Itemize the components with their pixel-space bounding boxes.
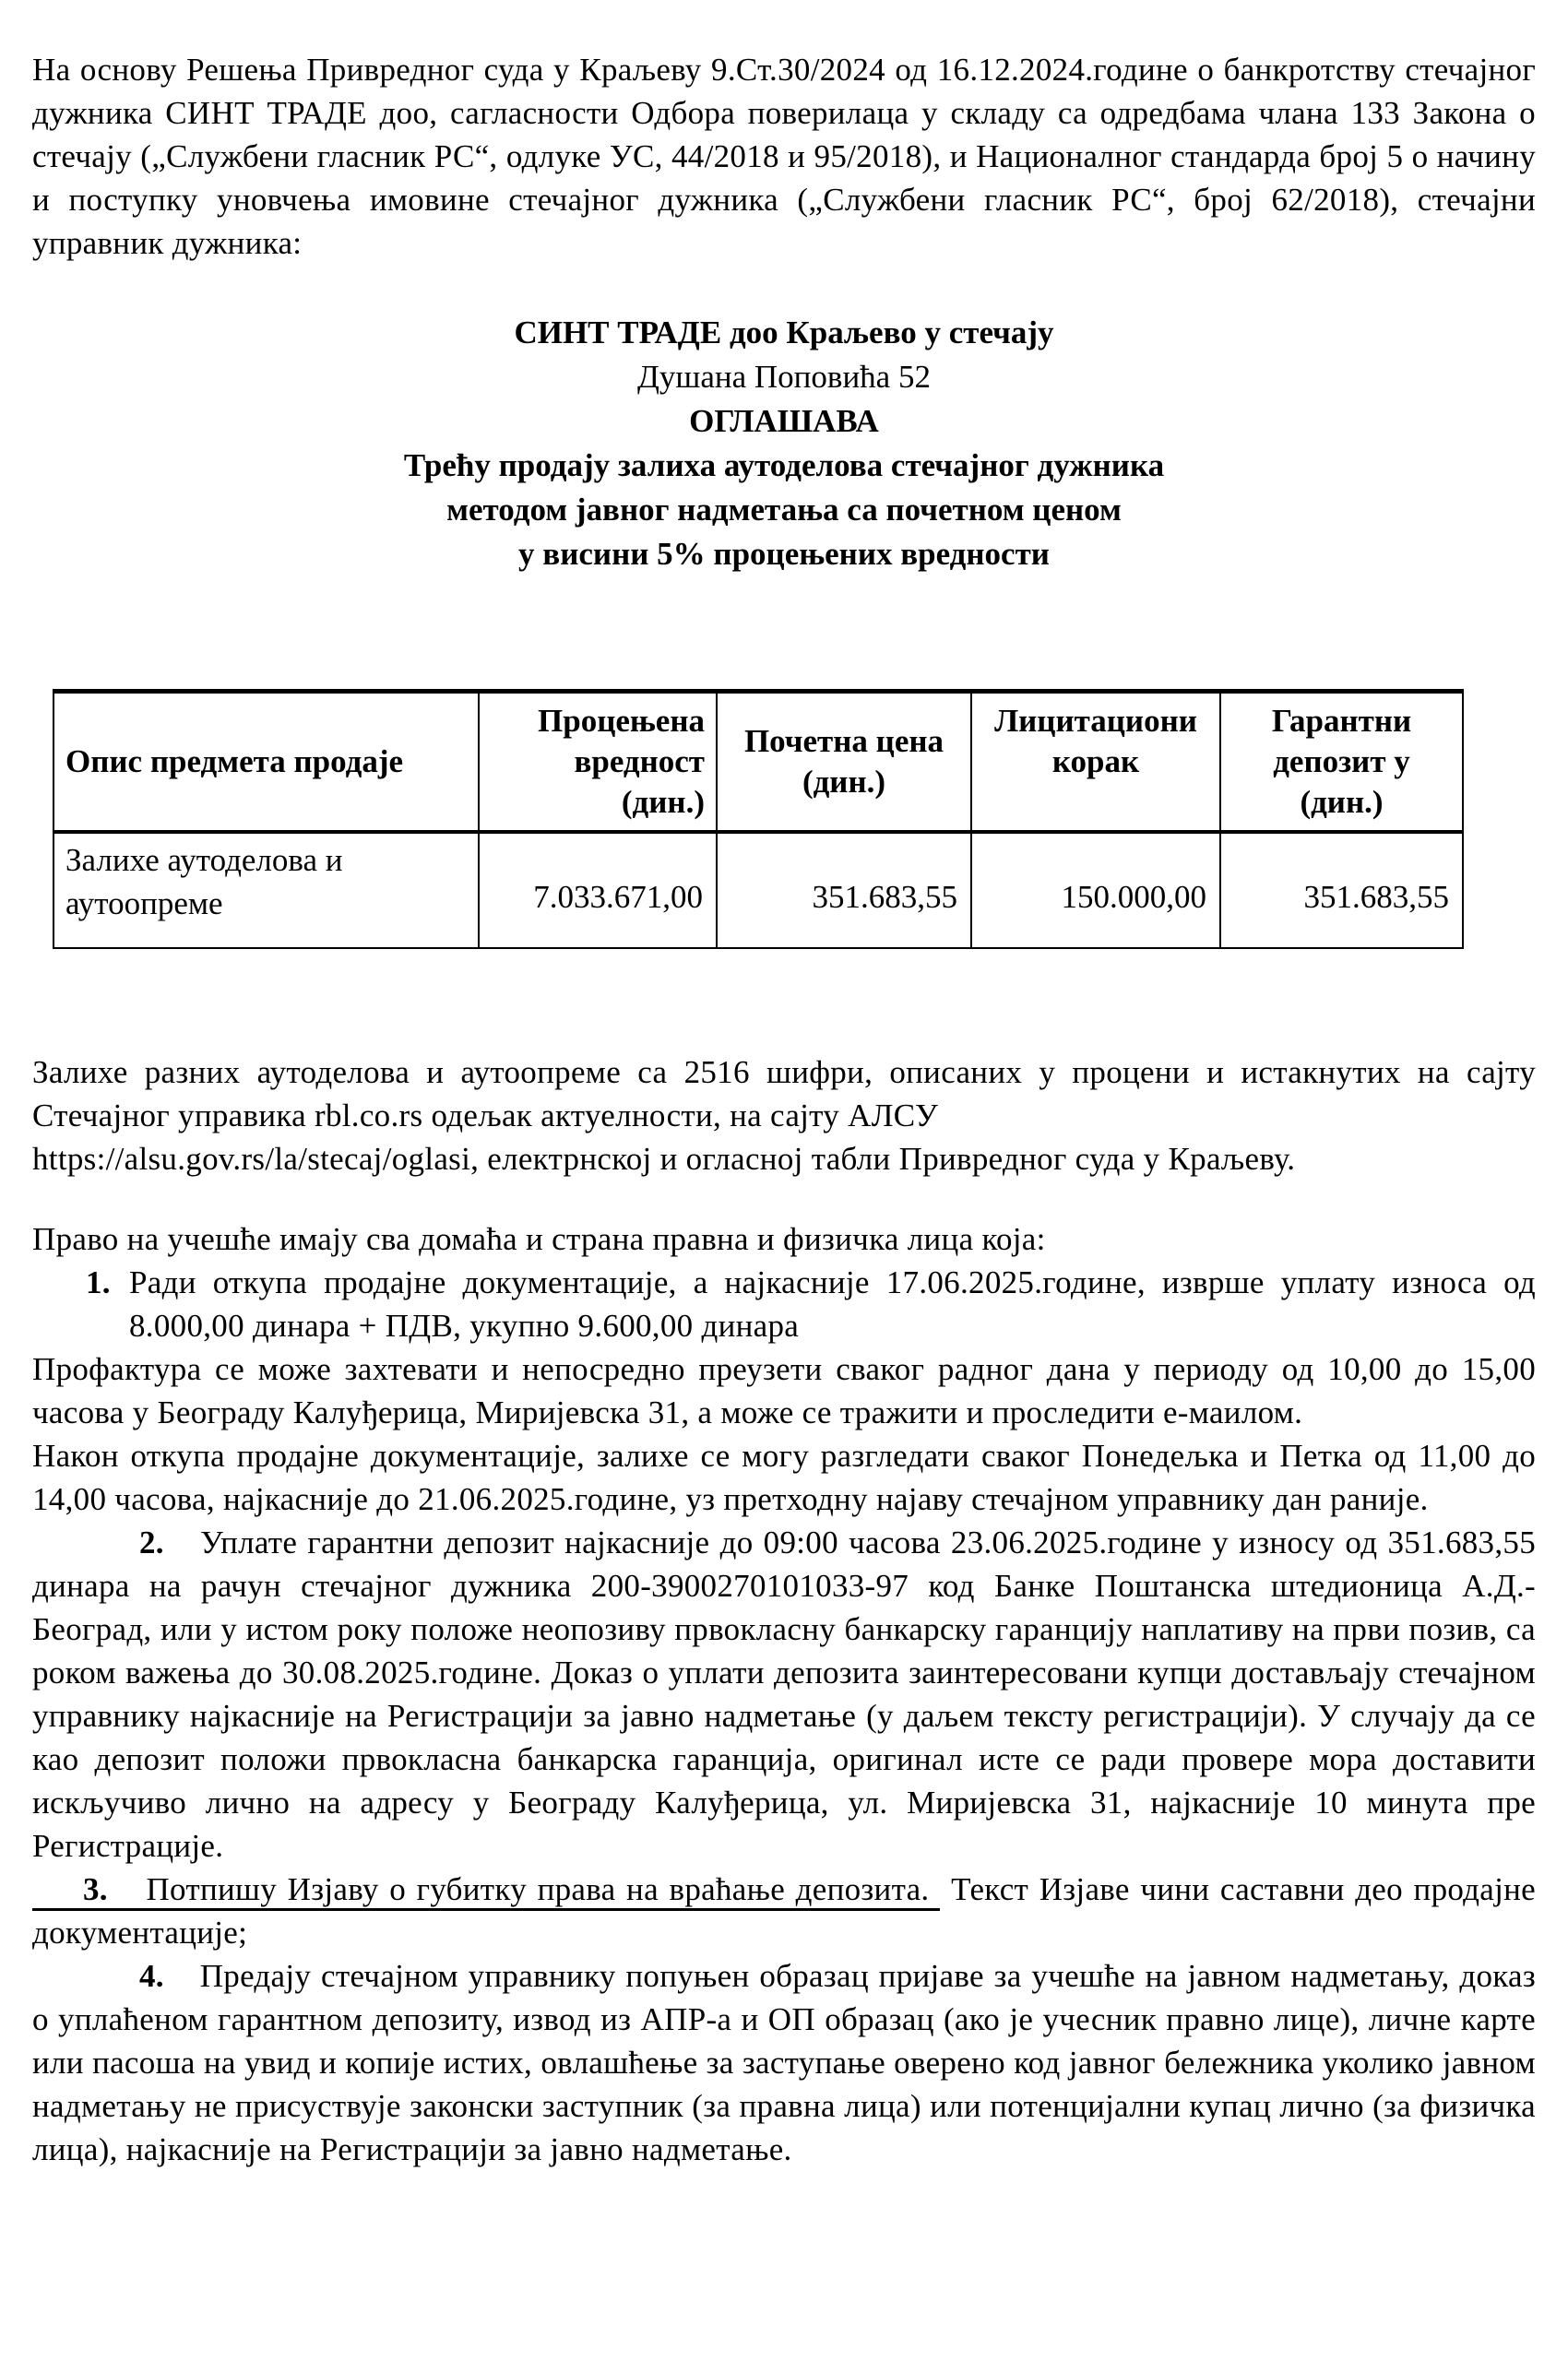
sale-subject-line-3: у висини 5% процењених вредности	[518, 536, 1050, 572]
list-item-3-rest-text: Текст Изјаве чини саставни део продајне документације;	[32, 1871, 1536, 1951]
list-item-2	[32, 1521, 1536, 1868]
list-item-2-number: 2.	[139, 1525, 164, 1560]
cell-bidding-step: 150.000,00	[971, 832, 1220, 948]
announce-title: ОГЛАШАВА	[689, 403, 879, 439]
announcement-heading	[32, 311, 1536, 576]
stock-note-link-line: https://alsu.gov.rs/la/stecaj/oglasi, електрнској и огласној табли Привредног суда у Краљеву.	[32, 1141, 1296, 1177]
stock-note-text: Залихе разних аутоделова и аутоопреме са 2516 шифри, описаних у процени и истакнутих на сајту Стечајног управика rbl.co.rs одељак актуелности, на сајту АЛСУ	[32, 1054, 1536, 1133]
header-estimated-value: Процењена вредност (дин.)	[479, 692, 717, 833]
list-item-1-number: 1.	[86, 1264, 111, 1300]
list-item-1	[86, 1261, 1536, 1347]
cell-estimated-value: 7.033.671,00	[479, 832, 717, 948]
cell-description: Залихе аутоделова и аутоопреме	[53, 832, 479, 948]
inspection-paragraph: Након откупа продајне документације, залихе се могу разгледати сваког Понедељка и Петка од 11,00 до 14,00 часова, најкасније до 21.06.2025.године, уз претходну најаву стечајном управнику дан раније.	[32, 1438, 1536, 1517]
list-item-3-number: 3.	[83, 1871, 108, 1907]
header-starting-price: Почетна цена (дин.)	[717, 692, 971, 833]
company-name: СИНТ ТРАДЕ доо Краљево у стечају	[514, 314, 1054, 350]
stock-note	[32, 1050, 1536, 1180]
list-item-4-text: Предају стечајном управнику попуњен образац пријаве за учешће на јавном надметању, доказ о уплаћеном гарантном депозиту, извод из АПР-а и ОП образац (ако је учесник правно лице), личне карте или пасоша на увид и копије истих, овлашћење за заступање оверено код јавног бележника уколико јавном надметању не присуствује законски заступник (за правна лица) или потенцијални купац лично (за физичка лица), најкасније на Регистрацији за јавно надметање.	[32, 1958, 1536, 2167]
list-item-3	[32, 1868, 1536, 1954]
list-item-1-text: Ради откупа продајне документације, а најкасније 17.06.2025.године, изврше уплату износа од 8.000,00 динара + ПДВ, укупно 9.600,00 динара	[129, 1264, 1536, 1344]
list-item-3-underlined-part	[32, 1871, 940, 1911]
sale-subject-line-1: Трећу продају залиха аутоделова стечајног дужника	[403, 447, 1165, 483]
sale-subject-line-2: методом јавног надметања са почетном ценом	[446, 492, 1122, 528]
list-item-2-text: Уплате гарантни депозит најкасније до 09:00 часова 23.06.2025.године у износу од 351.683,55 динара на рачун стечајног дужника 200-3900270101033-97 код Банке Поштанска штедионица А.Д.- Београд, или у истом року положе неопозиву првокласну банкарску гаранцију наплативу на први позив, са роком важења до 30.08.2025.године. Доказ о уплати депозита заинтересовани купци достављају стечајном управнику најкасније на Регистрацији за јавно надметање (у даљем тексту регистрацији). У случају да се као депозит положи првокласна банкарска гаранција, оригинал исте се ради провере мора доставити искључиво лично на адресу у Београду Калуђерица, ул. Миријевска 31, најкасније 10 минута пре Регистрације.	[32, 1525, 1536, 1864]
cell-starting-price: 351.683,55	[717, 832, 971, 948]
table-header-row	[53, 692, 1463, 833]
list-item-4	[32, 1954, 1536, 2171]
participation-intro: Право на учешће имају сва домаћа и страна правна и физичка лица која:	[32, 1221, 1046, 1257]
list-item-4-number: 4.	[139, 1958, 164, 1994]
header-bidding-step: Лицитациони корак	[971, 692, 1220, 833]
proforma-paragraph: Профактура се може захтевати и непосредно преузети сваког радног дана у периоду од 10,00 до 15,00 часова у Београду Калуђерица, Миријевска 31, а може се тражити и проследити е-маилом.	[32, 1351, 1536, 1430]
company-address: Душана Поповића 52	[637, 359, 931, 395]
header-guarantee-deposit: Гарантни депозит у (дин.)	[1220, 692, 1463, 833]
header-description: Опис предмета продаје	[53, 692, 479, 833]
intro-paragraph: На основу Решења Привредног суда у Краљеву 9.Ст.30/2024 од 16.12.2024.године о банкротству стечајног дужника СИНТ ТРАДЕ доо, сагласности Одбора поверилаца у складу са одредбама члана 133 Закона о стечају („Службени гласник РС“, одлуке УС, 44/2018 и 95/2018), и Националног стандарда број 5 о начину и поступку уновчења имовине стечајног дужника („Службени гласник РС“, број 62/2018), стечајни управник дужника:	[32, 52, 1536, 261]
table-row	[53, 832, 1463, 948]
sale-table	[53, 689, 1464, 949]
cell-guarantee-deposit: 351.683,55	[1220, 832, 1463, 948]
list-item-3-underlined-text: Потпишу Изјаву о губитку права на враћање депозита.	[146, 1871, 930, 1907]
